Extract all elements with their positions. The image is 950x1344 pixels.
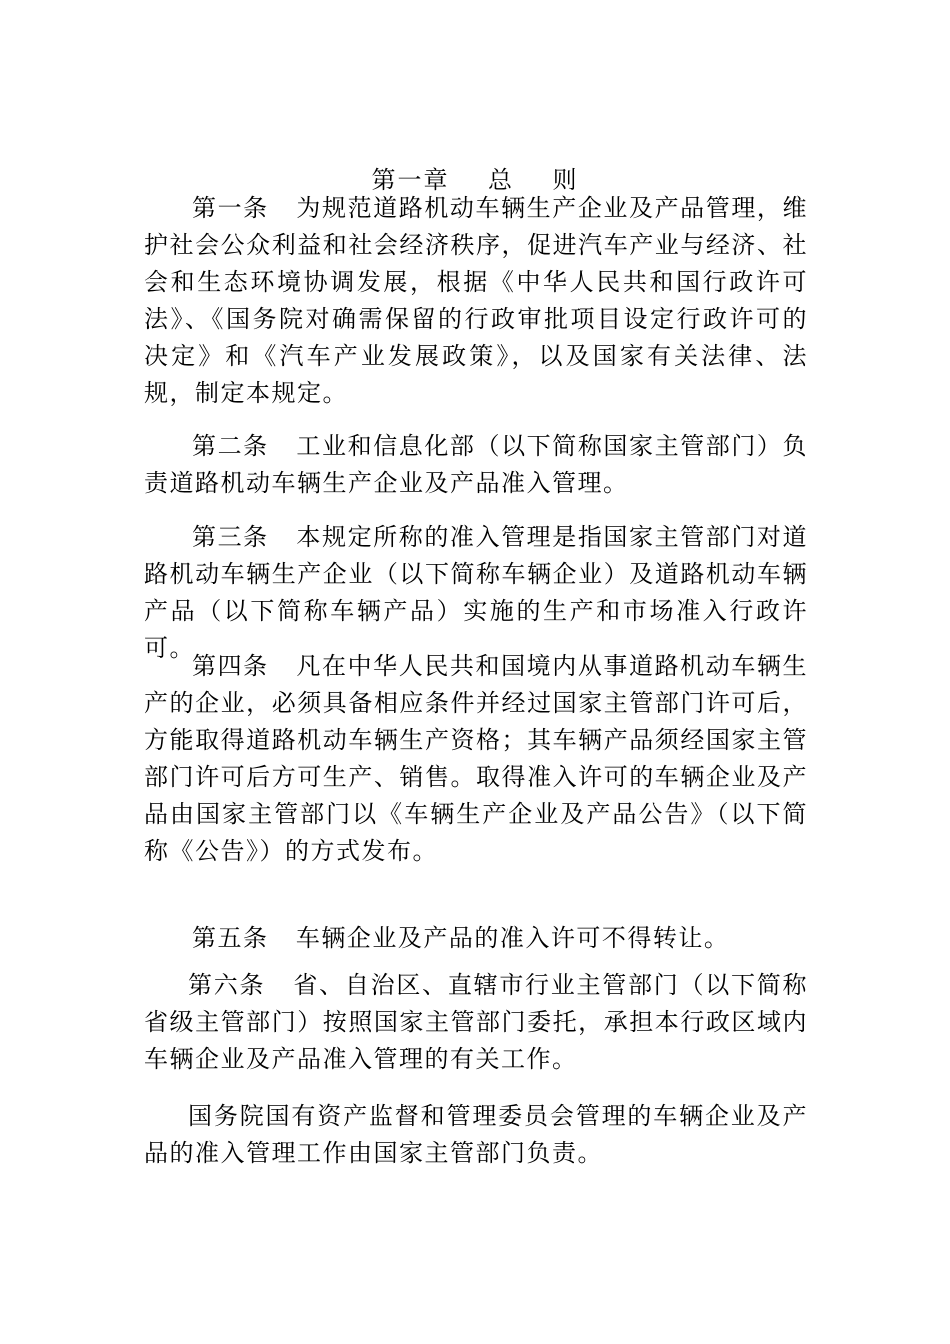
article-text: 工业和信息化部（以下简称国家主管部门）负责道路机动车辆生产企业及产品准入管理。: [144, 432, 809, 497]
chapter-title: 第一章 总 则: [371, 166, 579, 194]
article-4: [144, 648, 808, 870]
article-5: [144, 920, 808, 957]
article-6: [144, 967, 808, 1078]
article-text: 省、自治区、直辖市行业主管部门（以下简称省级主管部门）按照国家主管部门委托，承担本行政区域内车辆企业及产品准入管理的有关工作。: [144, 971, 809, 1073]
article-3: [144, 519, 808, 667]
article-text: 本规定所称的准入管理是指国家主管部门对道路机动车辆生产企业（以下简称车辆企业）及道路机动车辆产品（以下简称车辆产品）实施的生产和市场准入行政许可。: [144, 523, 809, 662]
article-text: 国务院国有资产监督和管理委员会管理的车辆企业及产品的准入管理工作由国家主管部门负责。: [144, 1102, 808, 1167]
article-2: [144, 428, 808, 502]
article-label: 第二条: [192, 432, 297, 460]
article-label: 第六条: [188, 971, 294, 999]
article-label: 第五条: [192, 924, 296, 952]
article-1: [144, 190, 808, 412]
article-label: 第三条: [192, 523, 297, 551]
article-label: 第一条: [192, 194, 297, 222]
article-label: 第四条: [192, 652, 297, 680]
article-text: 车辆企业及产品的准入许可不得转让。: [295, 924, 730, 952]
article-6-paragraph-2: [144, 1098, 808, 1172]
article-text: 为规范道路机动车辆生产企业及产品管理，维护社会公众利益和社会经济秩序，促进汽车产业与经济、社会和生态环境协调发展，根据《中华人民共和国行政许可法》、《国务院对确需保留的行政审批项目设定行政许可的决定》和《汽车产业发展政策》，以及国家有关法律、法规，制定本规定。: [144, 194, 809, 407]
article-text: 凡在中华人民共和国境内从事道路机动车辆生产的企业，必须具备相应条件并经过国家主管部门许可后，方能取得道路机动车辆生产资格；其车辆产品须经国家主管部门许可后方可生产、销售。取得准入许可的车辆企业及产品由国家主管部门以《车辆生产企业及产品公告》（以下简称《公告》）的方式发布。: [144, 652, 809, 865]
